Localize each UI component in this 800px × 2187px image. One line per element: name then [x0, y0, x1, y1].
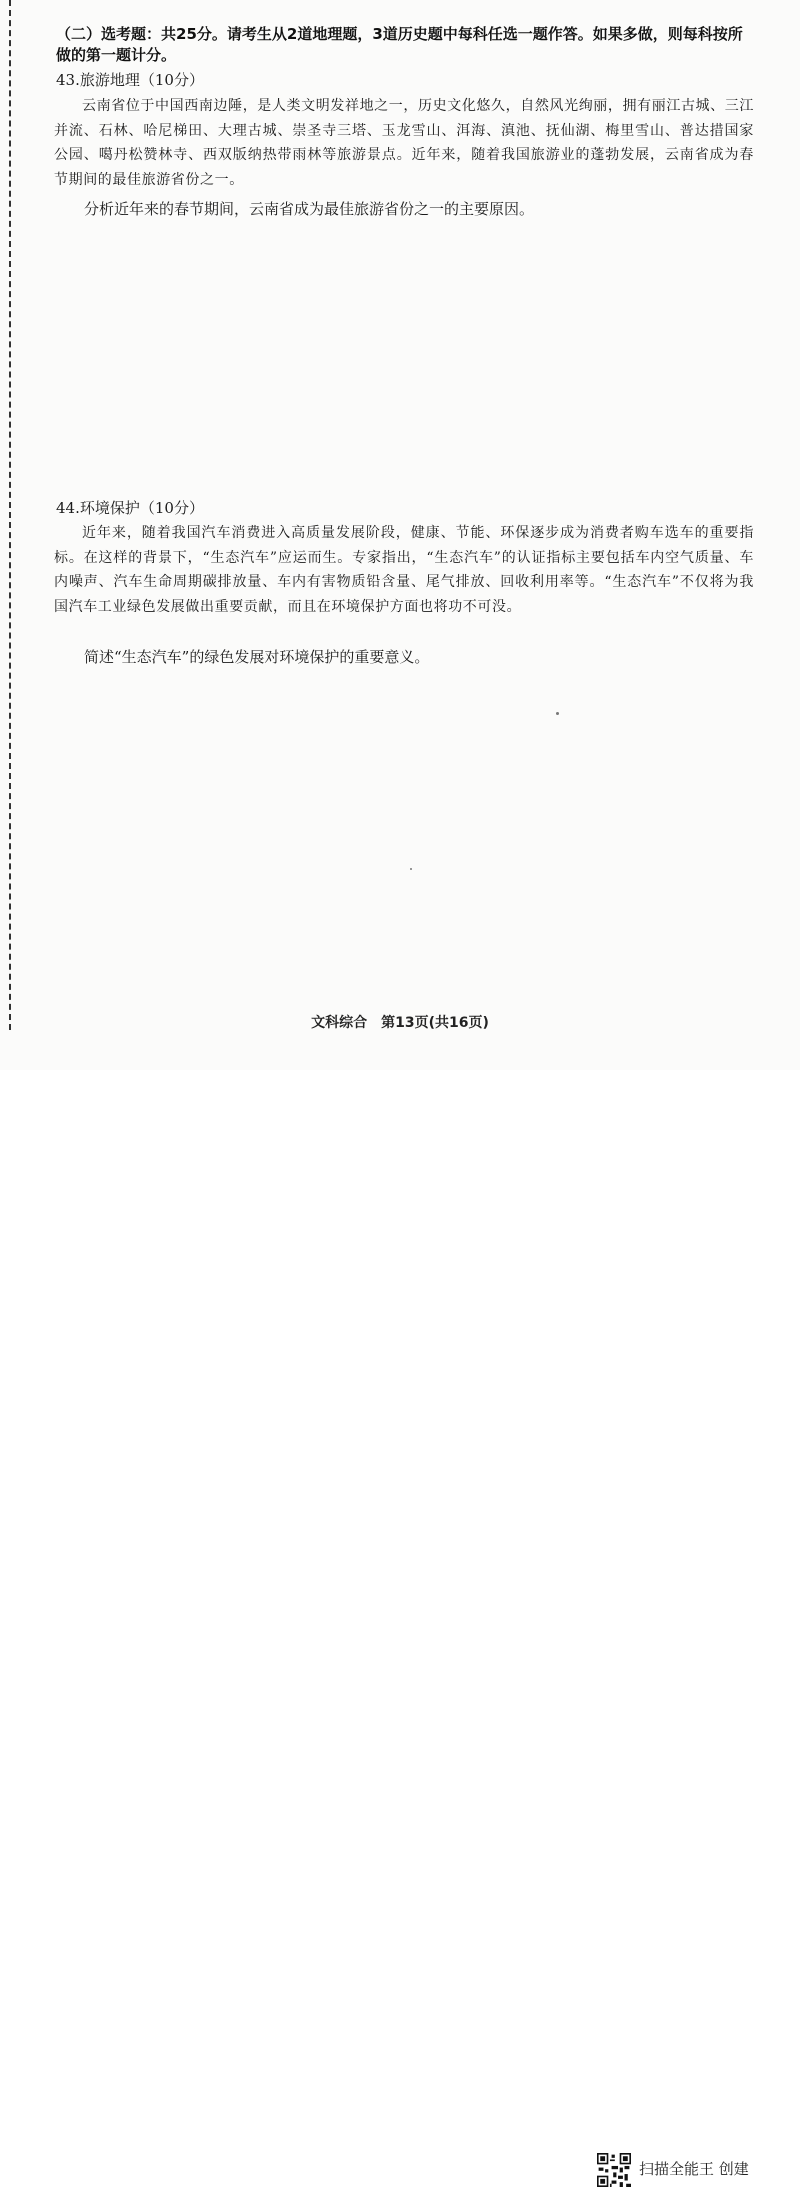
binding-dashed-line	[9, 0, 11, 1030]
page-footer: 文科综合 第13页(共16页)	[311, 1015, 489, 1031]
exam-page	[0, 0, 800, 1070]
question-43-title: 43.旅游地理（10分）	[56, 71, 204, 89]
question-44-passage: 近年来，随着我国汽车消费进入高质量发展阶段，健康、节能、环保逐步成为消费者购车选车的重要指标。在这样的背景下，“生态汽车”应运而生。专家指出，“生态汽车”的认证指标主要包括车内空气质量、车内噪声、汽车生命周期碳排放量、车内有害物质铅含量、尾气排放、回收利用率等。“生态汽车”不仅将为我国汽车工业绿色发展做出重要贡献，而且在环境保护方面也将功不可没。	[54, 525, 754, 615]
question-44-title: 44.环境保护（10分）	[56, 499, 204, 517]
scan-speck	[556, 712, 559, 715]
scanner-watermark-bar	[0, 1070, 800, 2178]
section-header: （二）选考题：共25分。请考生从2道地理题，3道历史题中每科任选一题作答。如果多做，则每科按所做的第一题计分。	[56, 25, 743, 64]
question-44-prompt: 简述“生态汽车”的绿色发展对环境保护的重要意义。	[84, 648, 430, 666]
scan-speck	[410, 868, 412, 870]
question-43-passage: 云南省位于中国西南边陲，是人类文明发祥地之一，历史文化悠久，自然风光绚丽，拥有丽江古城、三江并流、石林、哈尼梯田、大理古城、崇圣寺三塔、玉龙雪山、洱海、滇池、抚仙湖、梅里雪山、普达措国家公园、噶丹松赞林寺、西双版纳热带雨林等旅游景点。近年来，随着我国旅游业的蓬勃发展，云南省成为春节期间的最佳旅游省份之一。	[54, 98, 754, 188]
watermark-text: 扫描全能王 创建	[639, 2160, 749, 2178]
question-43-prompt: 分析近年来的春节期间，云南省成为最佳旅游省份之一的主要原因。	[84, 200, 535, 218]
qr-code-icon	[597, 2153, 631, 2187]
